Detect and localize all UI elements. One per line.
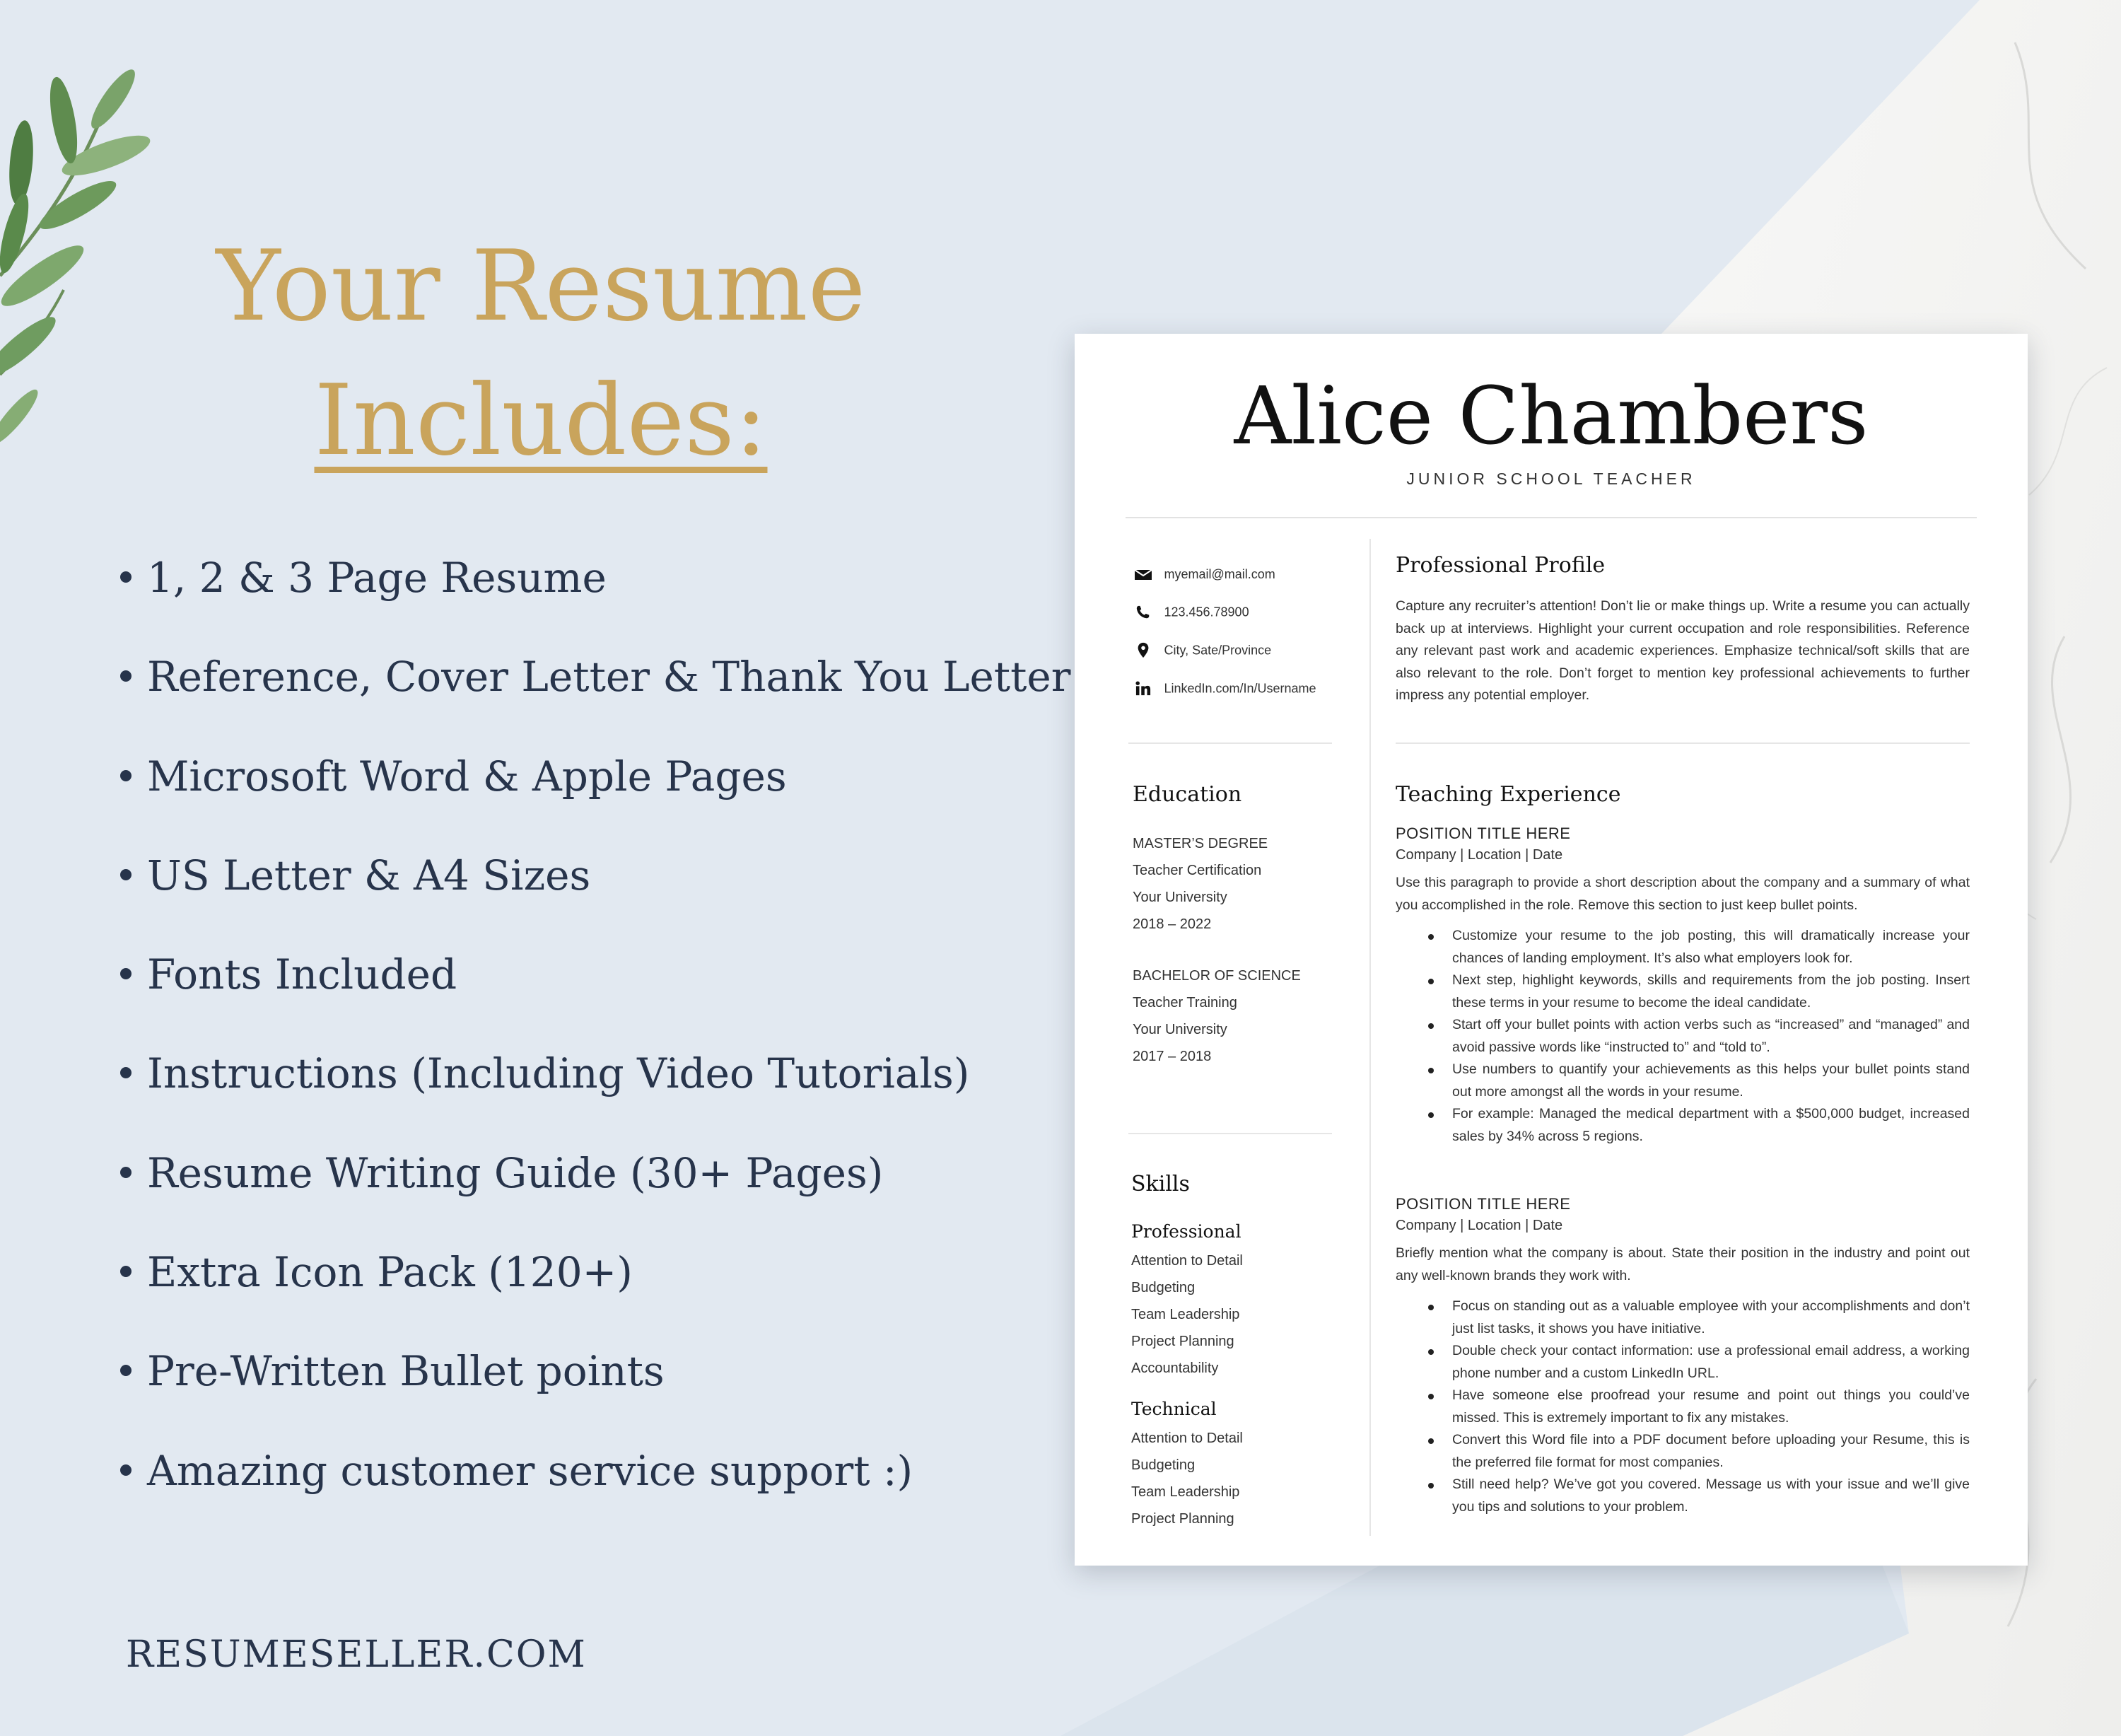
bullet-icon (120, 1365, 132, 1376)
bullet-icon (120, 869, 132, 880)
bullet-point: Convert this Word file into a PDF document before uploading your Resume, this is the preferred file format for most companies. (1452, 1429, 1970, 1474)
site-url: RESUMESELLER.COM (126, 1633, 587, 1676)
bullet-point: For example: Managed the medical department with a $500,000 budget, increased sales by 34% across 5 regions. (1452, 1103, 1970, 1148)
bullet-icon (120, 968, 132, 979)
skills-professional-title: Professional (1131, 1221, 1241, 1242)
feature-item: Amazing customer service support :) (120, 1441, 1070, 1540)
phone-icon (1134, 605, 1152, 620)
bullet-point: Double check your contact information: use a professional email address, a working phone number and a custom LinkedIn URL. (1452, 1340, 1970, 1385)
bullet-point: Focus on standing out as a valuable employee with your accomplishments and don’t just list tasks, it shows you have initiative. (1452, 1295, 1970, 1340)
skills-professional-list: Attention to Detail Budgeting Team Leadership Project Planning Accountability (1131, 1253, 1243, 1376)
feature-item: Resume Writing Guide (30+ Pages) (120, 1143, 1070, 1242)
divider (1128, 742, 1332, 744)
contact-phone: 123.456.78900 (1134, 605, 1249, 620)
profile-title: Professional Profile (1396, 553, 1606, 578)
feature-item: Pre-Written Bullet points (120, 1341, 1070, 1440)
position-meta: Company | Location | Date (1396, 1218, 1563, 1233)
bullet-icon (120, 1167, 132, 1178)
bullet-icon (120, 670, 132, 682)
column-divider (1369, 539, 1371, 1536)
headline-line-2: Includes: (314, 363, 768, 477)
divider (1126, 517, 1977, 518)
feature-item: 1, 2 & 3 Page Resume (120, 548, 1070, 647)
headline-line-1: Your Resume (216, 229, 866, 343)
education-entry: MASTER’S DEGREE Teacher Certification Your University 2018 – 2022 (1133, 836, 1268, 932)
resume-page (1075, 334, 2028, 1566)
contact-location: City, Sate/Province (1134, 642, 1271, 659)
bullet-icon (120, 770, 132, 781)
contact-email: myemail@mail.com (1134, 567, 1275, 582)
bullet-icon (120, 1067, 132, 1078)
resume-name: Alice Chambers (1234, 371, 1869, 462)
divider (1396, 742, 1970, 744)
bullet-point: Still need help? We’ve got you covered. Message us with your issue and we’ll give you tips and solutions to your problem. (1452, 1474, 1970, 1518)
feature-item: Fonts Included (120, 945, 1070, 1044)
bullet-point: Use numbers to quantify your achievements as this helps your bullet points stand out more amongst all the words in your resume. (1452, 1059, 1970, 1103)
position-title: POSITION TITLE HERE (1396, 825, 1571, 842)
bullet-point: Have someone else proofread your resume and point out things you could’ve missed. This is extremely important to fix any mistakes. (1452, 1385, 1970, 1429)
feature-item: Microsoft Word & Apple Pages (120, 747, 1070, 846)
skills-technical-list: Attention to Detail Budgeting Team Leadership Project Planning (1131, 1431, 1243, 1527)
experience-title: Teaching Experience (1396, 782, 1621, 807)
feature-item: US Letter & A4 Sizes (120, 846, 1070, 945)
bullet-point: Customize your resume to the job posting, this will dramatically increase your chances of landing employment. It’s also what employers look for. (1452, 925, 1970, 969)
bullet-point: Start off your bullet points with action verbs such as “increased” and “managed” and avoid passive words like “instructed to” and “told to”. (1452, 1014, 1970, 1059)
job-entry (1396, 825, 1970, 1148)
skills-technical-title: Technical (1131, 1399, 1217, 1419)
resume-role: JUNIOR SCHOOL TEACHER (1406, 470, 1696, 488)
feature-list (120, 548, 1070, 1540)
mail-icon (1134, 569, 1152, 581)
leaf-decoration (0, 64, 170, 445)
linkedin-icon (1134, 681, 1152, 697)
skills-title: Skills (1131, 1172, 1190, 1196)
feature-item: Instructions (Including Video Tutorials) (120, 1044, 1070, 1143)
profile-section (1396, 595, 1970, 707)
profile-text: Capture any recruiter’s attention! Don’t lie or make things up. Write a resume you can actually back up at interviews. Highlight your current occupation and role responsibilities. Reference any relevant past work and academic experiences. Emphasize technical/soft skills that are also relevant to the role. Don’t forget to mention key professional achievements to further impress any potential employer. (1396, 598, 1970, 703)
location-pin-icon (1134, 642, 1152, 659)
bullet-icon (120, 571, 132, 583)
headline (212, 219, 870, 488)
position-bullets (1396, 1295, 1970, 1518)
bullet-icon (120, 1266, 132, 1277)
job-entry (1396, 1195, 1970, 1518)
bullet-point: Next step, highlight keywords, skills and requirements from the job posting. Insert these terms in your resume to become the ideal candidate. (1452, 969, 1970, 1014)
education-title: Education (1133, 782, 1242, 807)
position-title: POSITION TITLE HERE (1396, 1195, 1571, 1213)
position-bullets (1396, 925, 1970, 1148)
position-description: Use this paragraph to provide a short description about the company and a summary of what you accomplished in the role. Remove this section to just keep bullet points. (1396, 875, 1970, 913)
bullet-icon (120, 1464, 132, 1476)
divider (1128, 1133, 1332, 1134)
education-entry: BACHELOR OF SCIENCE Teacher Training Your University 2017 – 2018 (1133, 968, 1301, 1064)
position-meta: Company | Location | Date (1396, 847, 1563, 863)
contact-linkedin: LinkedIn.com/In/Username (1134, 681, 1316, 697)
position-description: Briefly mention what the company is about. State their position in the industry and point out any well-known brands they work with. (1396, 1245, 1970, 1283)
feature-item: Reference, Cover Letter & Thank You Letter (120, 647, 1070, 746)
feature-item: Extra Icon Pack (120+) (120, 1242, 1070, 1341)
